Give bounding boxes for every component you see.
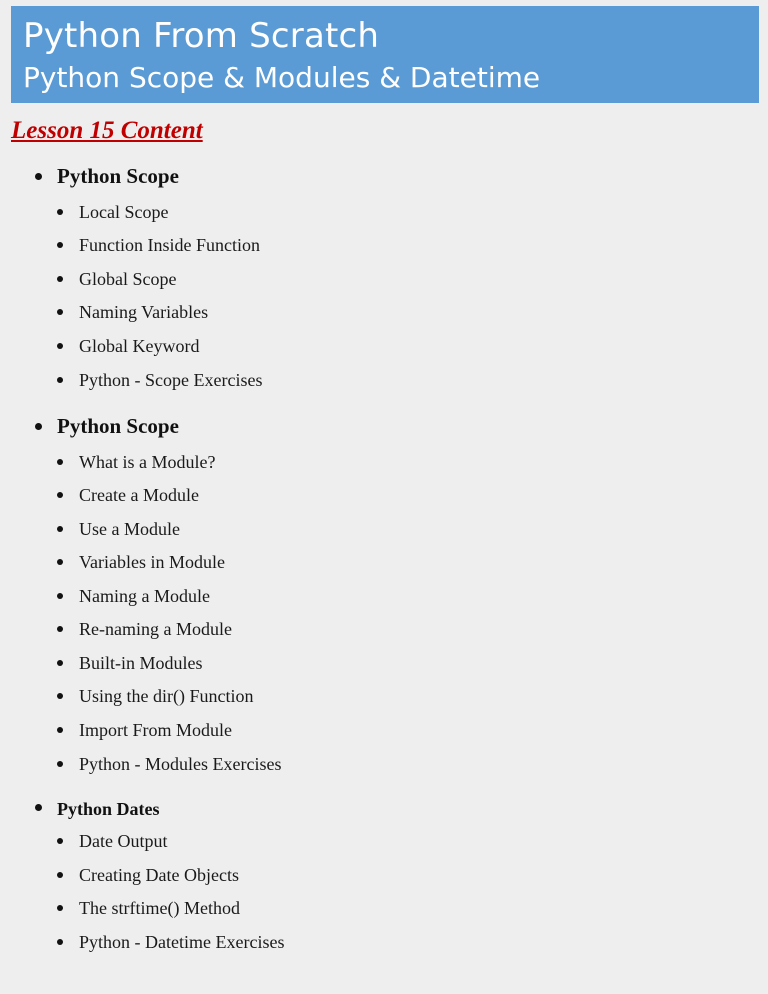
list-item: Create a Module xyxy=(79,485,199,505)
bullet-icon xyxy=(57,626,63,632)
bullet-icon xyxy=(57,343,63,349)
bullet-icon xyxy=(57,905,63,911)
bullet-icon xyxy=(57,242,63,248)
section-title-scope: Python Scope xyxy=(57,164,179,188)
list-item: Naming Variables xyxy=(79,302,209,322)
list-item: Built-in Modules xyxy=(79,653,203,673)
document-subtitle: Python Scope & Modules & Datetime xyxy=(23,61,541,94)
list-item: The strftime() Method xyxy=(79,898,240,918)
bullet-icon xyxy=(57,309,63,315)
bullet-icon xyxy=(35,173,42,180)
list-item: Variables in Module xyxy=(79,552,225,572)
list-item: Global Scope xyxy=(79,269,177,289)
list-item: Python - Datetime Exercises xyxy=(79,932,285,952)
bullet-icon xyxy=(57,593,63,599)
bullet-icon xyxy=(57,459,63,465)
bullet-icon xyxy=(57,693,63,699)
bullet-icon xyxy=(57,209,63,215)
list-item: Import From Module xyxy=(79,720,232,740)
bullet-icon xyxy=(57,559,63,565)
list-item: Python - Scope Exercises xyxy=(79,370,263,390)
list-item: Naming a Module xyxy=(79,586,210,606)
title-banner xyxy=(11,6,759,103)
bullet-icon xyxy=(57,276,63,282)
section-title-dates: Python Dates xyxy=(57,799,160,819)
bullet-icon xyxy=(57,660,63,666)
bullet-icon xyxy=(57,526,63,532)
list-item: Use a Module xyxy=(79,519,180,539)
bullet-icon xyxy=(57,727,63,733)
section-title-modules: Python Scope xyxy=(57,414,179,438)
list-item: Date Output xyxy=(79,831,168,851)
bullet-icon xyxy=(57,939,63,945)
list-item: Function Inside Function xyxy=(79,235,260,255)
list-item: Using the dir() Function xyxy=(79,686,254,706)
list-item: Re-naming a Module xyxy=(79,619,232,639)
bullet-icon xyxy=(57,761,63,767)
list-item: What is a Module? xyxy=(79,452,216,472)
bullet-icon xyxy=(57,838,63,844)
list-item: Local Scope xyxy=(79,202,169,222)
document-title: Python From Scratch xyxy=(23,16,380,56)
list-item: Creating Date Objects xyxy=(79,865,239,885)
list-item: Global Keyword xyxy=(79,336,200,356)
list-item: Python - Modules Exercises xyxy=(79,754,282,774)
bullet-icon xyxy=(57,872,63,878)
bullet-icon xyxy=(57,377,63,383)
bullet-icon xyxy=(35,423,42,430)
bullet-icon xyxy=(35,804,42,811)
lesson-heading: Lesson 15 Content xyxy=(11,117,203,144)
bullet-icon xyxy=(57,492,63,498)
